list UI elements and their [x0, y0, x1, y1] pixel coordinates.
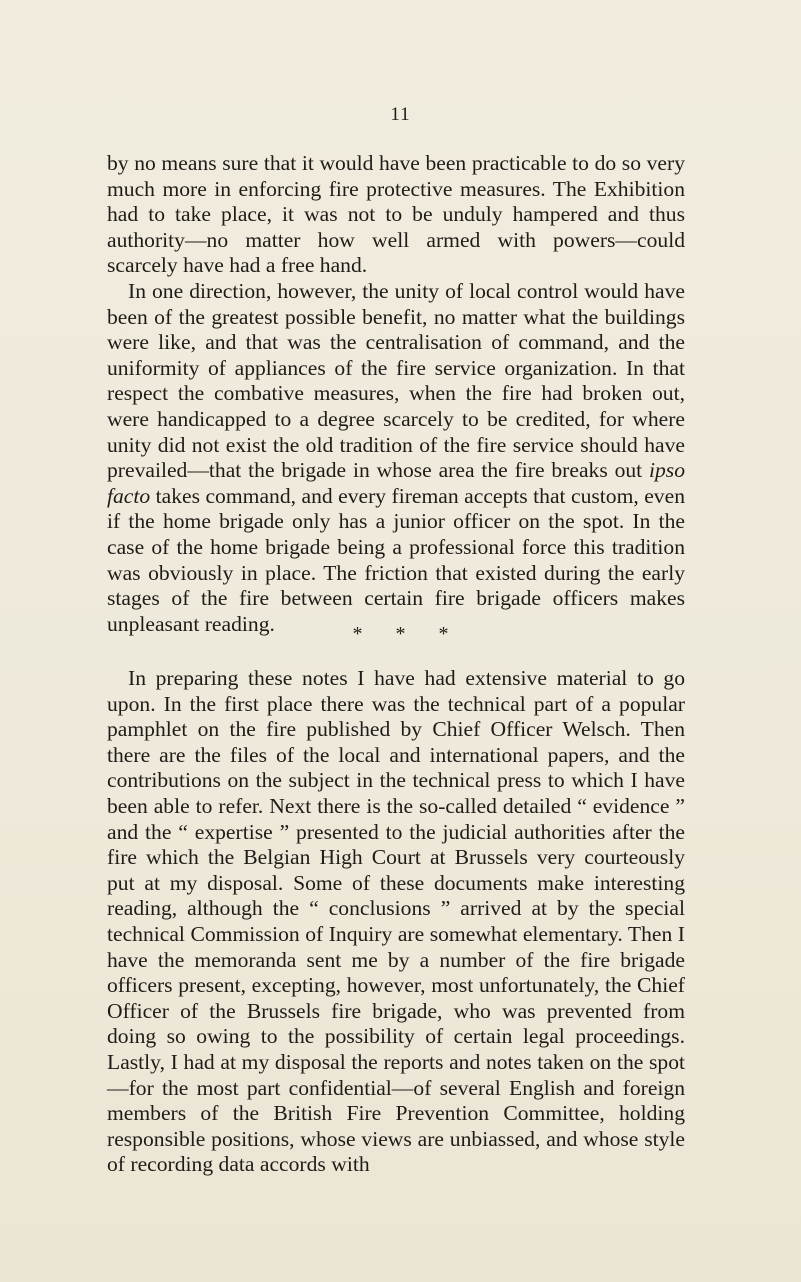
paragraph-1: [107, 151, 685, 279]
section-separator: * * *: [352, 623, 449, 645]
paragraph-1-text: by no means sure that it would have been practicable to do so very much more in enforcing fire protective measures. The Exhibition had to take place, it was not to be unduly hampered and thus authority—no matter how well armed with powers—could scarcely have had a free hand.: [107, 151, 685, 278]
paragraph-2-italic: ipso facto: [107, 458, 685, 508]
paragraph-2: [107, 279, 685, 637]
text-block-lower: [107, 666, 685, 1178]
paragraph-3: [107, 666, 685, 1178]
paragraph-3-text: In preparing these notes I have had extensive material to go upon. In the first place there was the technical part of a popular pamphlet on the fire published by Chief Officer Welsch. Then there are the files of the local and international papers, and the contributions on the subject in the technical press to which I have been able to refer. Next there is the so-called detailed “ evidence ” and the “ expertise ” presented to the judicial authorities after the fire which the Belgian High Court at Brussels very courteously put at my disposal. Some of these documents make interesting reading, although the “ conclusions ” arrived at by the special technical Commission of Inquiry are somewhat elementary. Then I have the memoranda sent me by a number of the fire brigade officers present, excepting, however, most unfortunately, the Chief Officer of the Brussels fire brigade, who was prevented from doing so owing to the possibility of certain legal proceedings. Lastly, I had at my disposal the reports and notes taken on the spot—for the most part confidential—of several English and foreign members of the British Fire Prevention Committee, holding responsible positions, whose views are unbiassed, and whose style of recording data accords with: [107, 666, 685, 1177]
page-number: 11: [390, 104, 411, 125]
text-block-upper: [107, 151, 685, 637]
paragraph-2-text-a: In one direction, however, the unity of local control would have been of the greatest possible benefit, no matter what the buildings were like, and that was the centralisation of command, and the uniformity of appliances of the fire service organization. In that respect the combative measures, when the fire had broken out, were handicapped to a degree scarcely to be credited, for where unity did not exist the old tradition of the fire service should have prevailed—that the brigade in whose area the fire breaks out: [107, 278, 685, 483]
paragraph-2-text-b: takes command, and every fireman accepts that custom, even if the home brigade only has a junior officer on the spot. In the case of the home brigade being a professional force this tradition was obviously in place. The friction that existed during the early stages of the fire between certain fire brigade officers makes unpleasant reading.: [107, 483, 685, 636]
